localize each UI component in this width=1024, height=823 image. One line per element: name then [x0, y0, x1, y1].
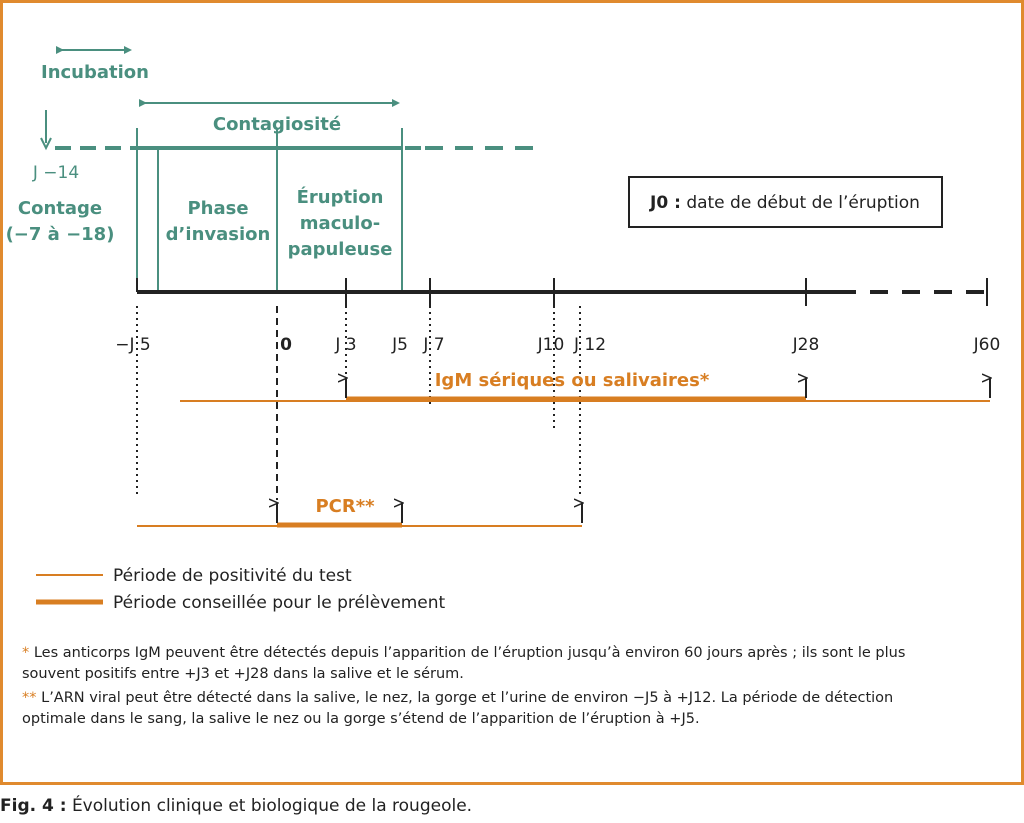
phase-label: Phase — [187, 198, 249, 219]
contage-range-label: (−7 à −18) — [5, 224, 115, 245]
igm-label: IgM sériques ou salivaires* — [434, 370, 710, 391]
figure-caption — [0, 796, 1024, 816]
contagiosite-label: Contagiosité — [212, 114, 342, 135]
tick-label-j7: J 7 — [423, 335, 445, 355]
tick-label-j28: J28 — [792, 335, 820, 355]
j-minus-14-label: J −14 — [32, 163, 80, 183]
invasion-label: d’invasion — [165, 224, 271, 245]
caption-label: Fig. 4 : — [0, 796, 67, 816]
tick-label-j12: J 12 — [573, 335, 607, 355]
j0-definition-text — [649, 193, 920, 213]
note-pcr-line1: ** L’ARN viral peut être détecté dans la salive, le nez, la gorge et l’urine de environ −J5 à +J12. La période de détection — [22, 690, 894, 706]
maculo-label: maculo- — [299, 213, 381, 234]
papuleuse-label: papuleuse — [287, 239, 393, 260]
caption-text: Évolution clinique et biologique de la rougeole. — [71, 796, 473, 816]
note-igm-line2: souvent positifs entre +J3 et +J28 dans la salive et le sérum. — [22, 666, 464, 682]
j0-definition-desc: date de début de l’éruption — [686, 193, 920, 213]
note-pcr-line2: optimale dans le sang, la salive le nez ou la gorge s’étend de l’apparition de l’éruption à +J5. — [22, 711, 700, 727]
contage-label: Contage — [17, 198, 103, 219]
eruption-label: Éruption — [296, 187, 384, 208]
note-igm-line1: * Les anticorps IgM peuvent être détectés depuis l’apparition de l’éruption jusqu’à environ 60 jours après ; ils sont le plus — [22, 645, 906, 661]
tick-label-j60: J60 — [973, 335, 1001, 355]
tick-label-j10: J10 — [537, 335, 565, 355]
legend-thick-label: Période conseillée pour le prélèvement — [113, 593, 446, 613]
legend-thin-label: Période de positivité du test — [113, 566, 352, 586]
tick-label-j0: 0 — [280, 335, 292, 355]
tick-label-j5: J5 — [392, 335, 408, 355]
tick-label-j3: J 3 — [335, 335, 357, 355]
pcr-label: PCR** — [315, 496, 375, 517]
incubation-label: Incubation — [41, 62, 149, 83]
tick-label-jm5: −J 5 — [115, 335, 151, 355]
j0-definition-bold: J0 : — [650, 193, 681, 213]
